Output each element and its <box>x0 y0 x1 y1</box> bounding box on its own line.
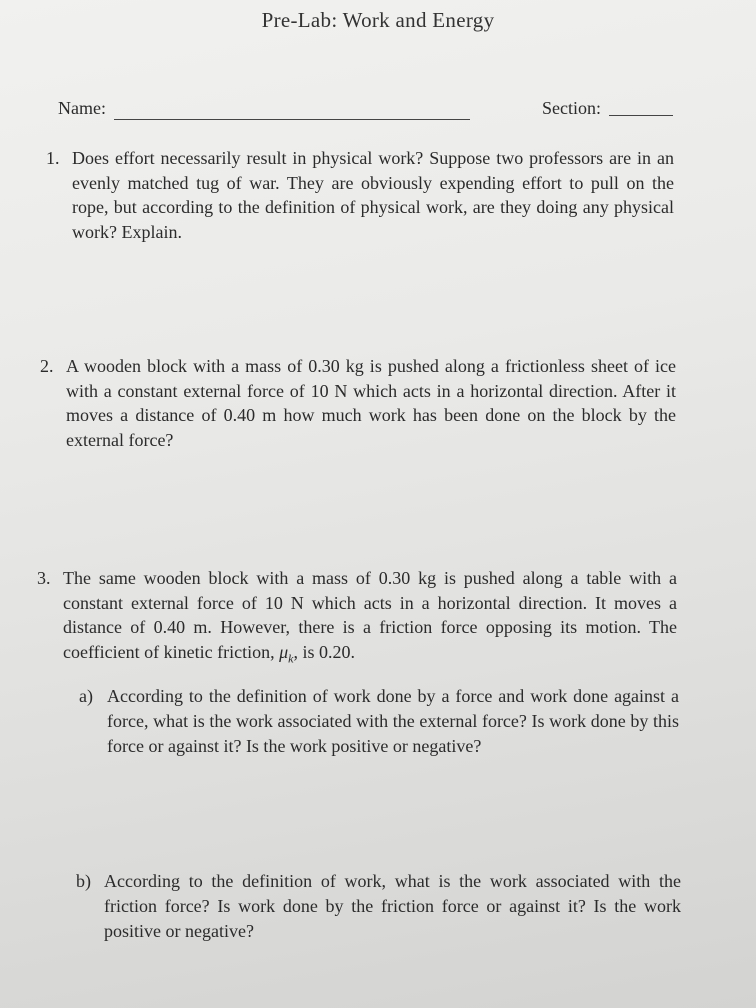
question-number: 2. <box>40 356 54 376</box>
question-3-part-b <box>76 869 681 944</box>
part-text: According to the definition of work, what is the work associated with the friction force? Is work done by the friction force or against it? Is the work positive or negative? <box>104 871 681 941</box>
question-number: 3. <box>37 568 51 588</box>
name-label: Name: <box>58 98 106 118</box>
question-text-end: , is 0.20. <box>293 641 355 662</box>
kinetic-friction-symbol <box>279 641 294 666</box>
question-number: 1. <box>46 148 60 168</box>
section-blank-line[interactable] <box>609 115 673 116</box>
question-text: A wooden block with a mass of 0.30 kg is pushed along a frictionless sheet of ice with a constant external force of 10 N which acts in a horizontal direction. After it moves a distance of 0.40 m how much work has been done on the block by the external force? <box>66 356 676 450</box>
question-text: Does effort necessarily result in physical work? Suppose two professors are in an evenly matched tug of war. They are obviously expending effort to pull on the rope, but according to the definition of physical work, are they doing any physical work? Explain. <box>72 148 674 242</box>
question-text: The same wooden block with a mass of 0.30 kg is pushed along a table with a constant external force of 10 N which acts in a horizontal direction. It moves a distance of 0.40 m. However, there is a friction force opposing its motion. The coefficient of kinetic friction, <box>63 568 677 662</box>
section-label: Section: <box>542 98 601 118</box>
mu-subscript: k <box>288 651 294 666</box>
part-label: b) <box>76 871 91 891</box>
name-section-row <box>58 98 678 124</box>
question-3-part-a <box>79 684 679 759</box>
part-text: According to the definition of work done by a force and work done against a force, what is the work associated with the external force? Is work done by this force or against it? Is the work positive or negative? <box>107 686 679 756</box>
page-title: Pre-Lab: Work and Energy <box>261 8 495 32</box>
mu-symbol: μ <box>279 641 289 662</box>
name-blank-line[interactable] <box>114 119 470 120</box>
part-label: a) <box>79 686 93 706</box>
question-3 <box>37 566 677 671</box>
question-2 <box>40 354 676 452</box>
question-1 <box>46 146 674 244</box>
